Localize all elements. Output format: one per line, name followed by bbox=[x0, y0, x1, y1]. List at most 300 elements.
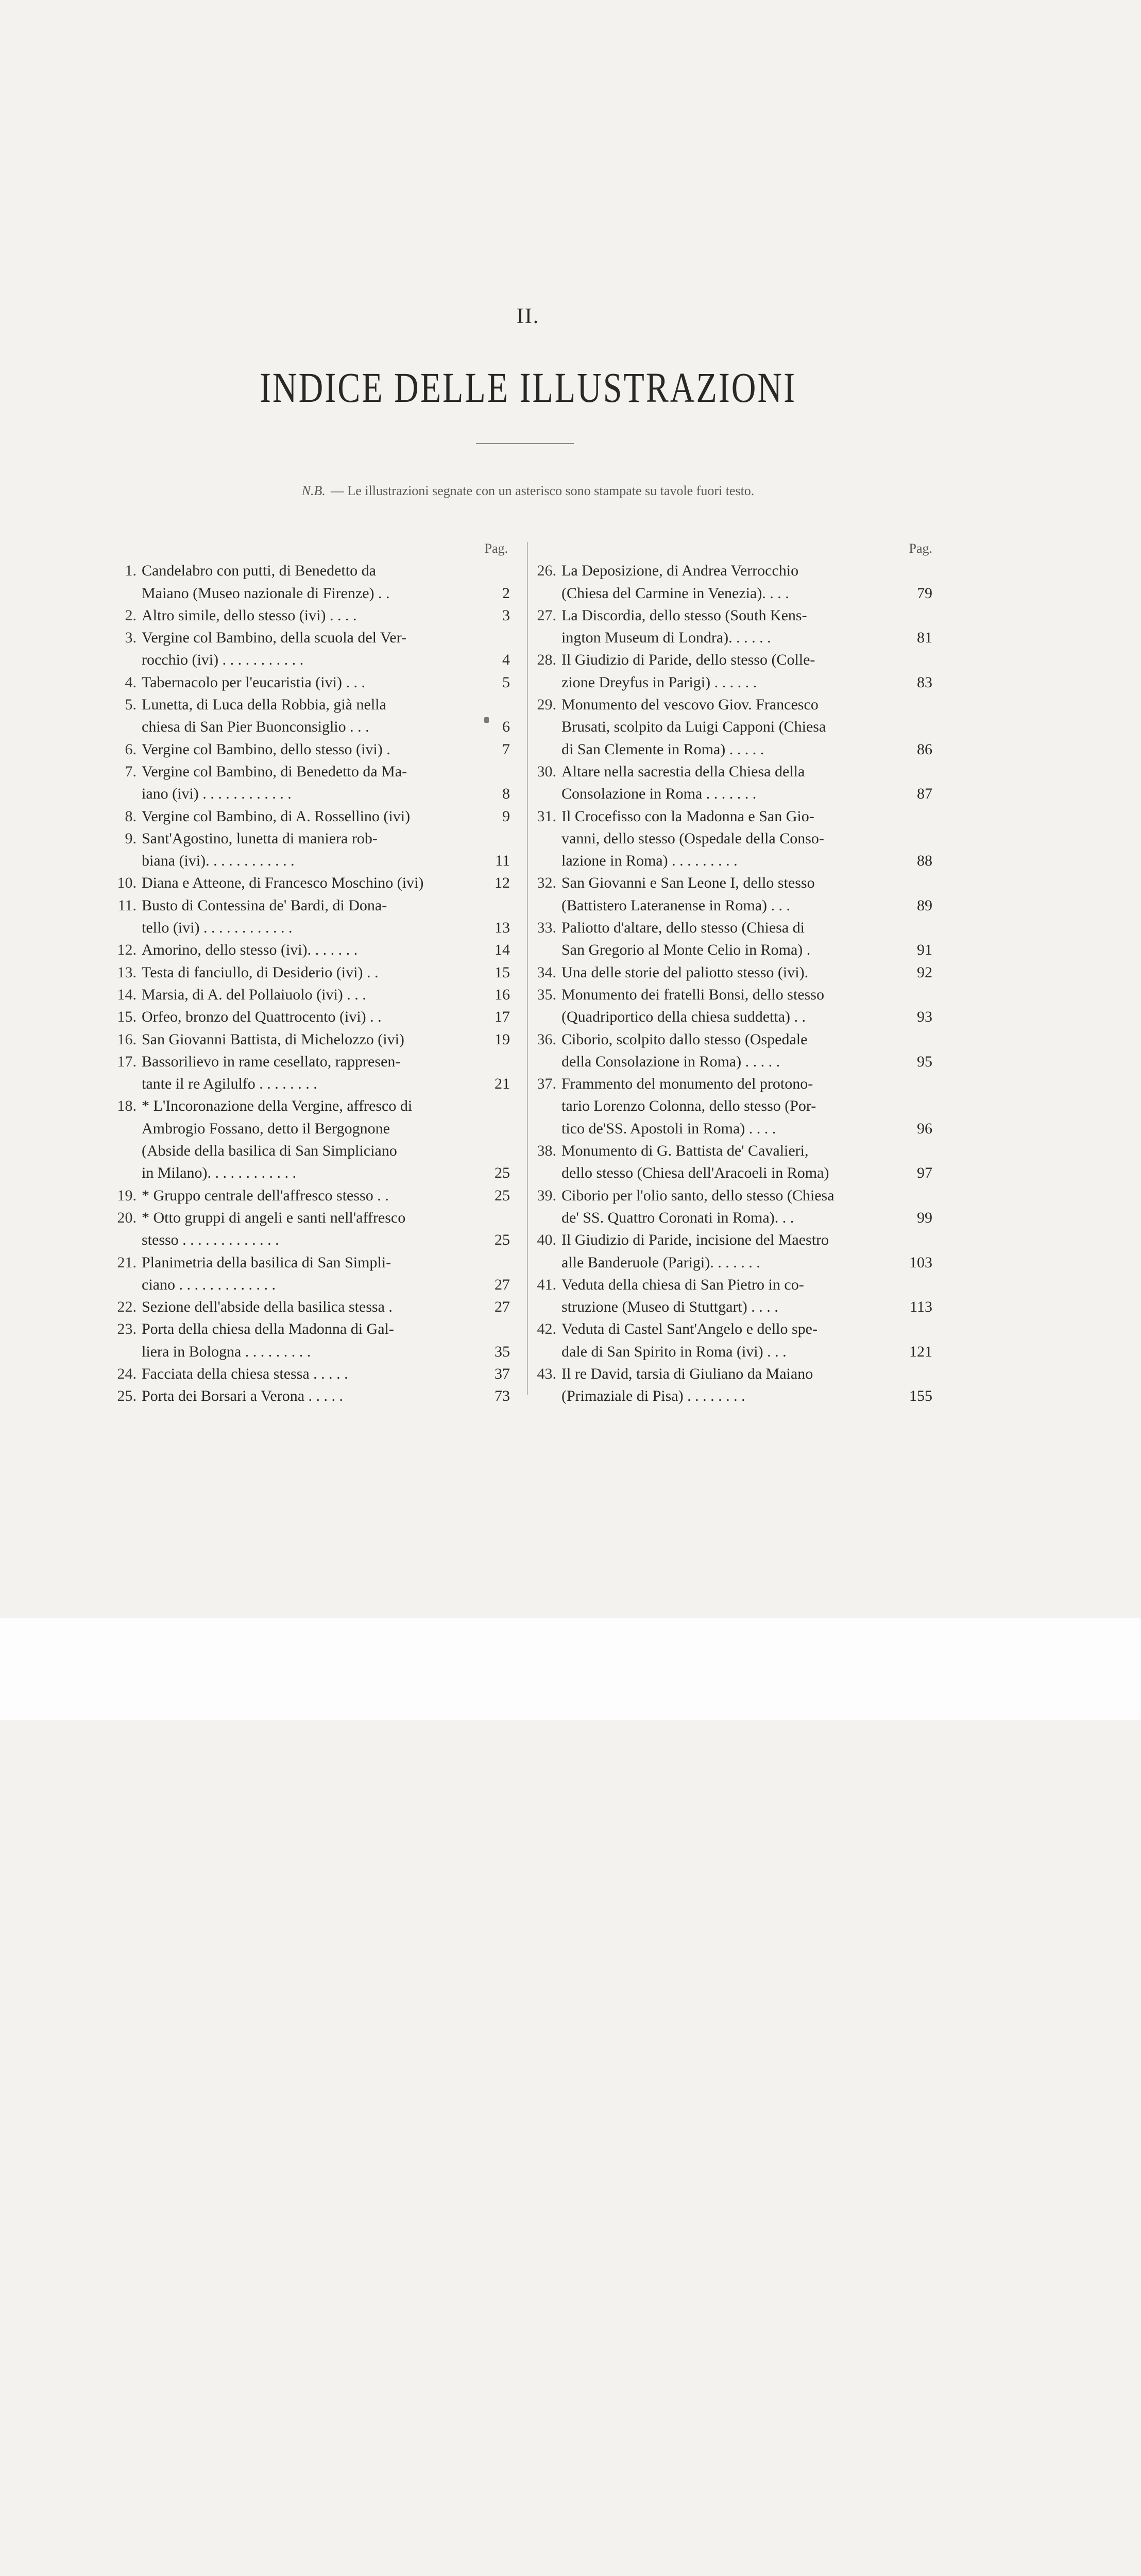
entry-text: Paliotto d'altare, dello stesso (Chiesa di bbox=[561, 919, 805, 937]
entry-page bbox=[471, 760, 510, 783]
entry-page bbox=[471, 827, 510, 850]
entry-page: 16 bbox=[495, 986, 510, 1003]
index-entry-line bbox=[536, 604, 932, 626]
entry-number bbox=[116, 1274, 142, 1296]
entry-number bbox=[116, 1073, 142, 1095]
index-entry-line bbox=[536, 1341, 932, 1363]
entry-text: ciano . . . . . . . . . . . . . bbox=[142, 1276, 276, 1293]
title-divider bbox=[476, 443, 574, 444]
entry-number bbox=[116, 1341, 142, 1363]
entry-text: Ambrogio Fossano, detto il Bergognone bbox=[142, 1120, 390, 1137]
entry-text: Vergine col Bambino, dello stesso (ivi) . bbox=[142, 740, 390, 758]
entry-number: 42. bbox=[537, 1320, 556, 1338]
entry-page: 17 bbox=[495, 1008, 510, 1026]
entry-number: 3. bbox=[125, 629, 137, 647]
entry-page bbox=[890, 1073, 932, 1095]
index-entry-line bbox=[536, 671, 932, 693]
entry-page: 37 bbox=[495, 1365, 510, 1382]
entry-text: della Consolazione in Roma) . . . . . bbox=[561, 1053, 780, 1070]
entry-page bbox=[890, 716, 932, 738]
entry-page: 8 bbox=[502, 785, 510, 803]
entry-number: 17. bbox=[117, 1053, 137, 1070]
index-entry-line bbox=[116, 1140, 510, 1162]
entry-text: San Giovanni Battista, di Michelozzo (ivi) bbox=[142, 1030, 404, 1048]
entry-page: 25 bbox=[495, 1164, 510, 1182]
index-entry-line bbox=[536, 1140, 932, 1162]
entry-page: 12 bbox=[495, 874, 510, 892]
entry-text: rocchio (ivi) . . . . . . . . . . . bbox=[142, 651, 304, 669]
entry-text: Il Crocefisso con la Madonna e San Gio- bbox=[561, 807, 814, 825]
entry-text: Altare nella sacrestia della Chiesa della bbox=[561, 762, 805, 780]
entry-text: iano (ivi) . . . . . . . . . . . . bbox=[142, 785, 292, 803]
entry-number bbox=[116, 1117, 142, 1140]
entry-number: 34. bbox=[537, 963, 556, 981]
entry-text: Ciborio, scolpito dallo stesso (Ospedale bbox=[561, 1030, 808, 1048]
index-entry-line bbox=[116, 872, 510, 894]
entry-text: Planimetria della basilica di San Simpli- bbox=[142, 1253, 391, 1271]
entry-number bbox=[536, 1341, 561, 1363]
entry-number: 2. bbox=[125, 606, 137, 624]
entry-number: 24. bbox=[117, 1365, 137, 1382]
index-entry-line bbox=[536, 1385, 932, 1407]
index-entry-line bbox=[536, 917, 932, 939]
entry-text: Vergine col Bambino, della scuola del Ver- bbox=[142, 629, 406, 647]
pag-label: Pag. bbox=[484, 541, 508, 556]
index-entry-line bbox=[116, 850, 510, 872]
index-entry-line bbox=[536, 716, 932, 738]
index-entry-line bbox=[116, 1006, 510, 1028]
entry-number bbox=[116, 917, 142, 939]
entry-text: alle Banderuole (Parigi). . . . . . . bbox=[561, 1253, 760, 1271]
entry-page: 3 bbox=[502, 606, 510, 624]
index-entry-line bbox=[116, 1095, 510, 1117]
entry-page: 14 bbox=[495, 941, 510, 959]
entry-text: La Deposizione, di Andrea Verrocchio bbox=[561, 562, 799, 580]
entry-text: Ciborio per l'olio santo, dello stesso (Chiesa bbox=[561, 1187, 835, 1204]
entry-number: 40. bbox=[537, 1231, 556, 1249]
entry-number bbox=[536, 1006, 561, 1028]
index-entry-line bbox=[116, 1117, 510, 1140]
index-entry-line bbox=[536, 984, 932, 1006]
entry-page bbox=[890, 1140, 932, 1162]
entry-text: Brusati, scolpito da Luigi Capponi (Chiesa bbox=[561, 718, 826, 736]
entry-page bbox=[471, 1117, 510, 1140]
entry-text: tario Lorenzo Colonna, dello stesso (Por- bbox=[561, 1097, 816, 1115]
entry-number: 29. bbox=[537, 696, 556, 714]
entry-text: Marsia, di A. del Pollaiuolo (ivi) . . . bbox=[142, 986, 366, 1003]
page-mark bbox=[484, 717, 489, 723]
entry-text: (Chiesa del Carmine in Venezia). . . . bbox=[561, 584, 789, 602]
index-entry-line bbox=[536, 1229, 932, 1251]
index-entry-line bbox=[116, 827, 510, 850]
entry-page: 19 bbox=[495, 1030, 510, 1048]
entry-number: 16. bbox=[117, 1030, 137, 1048]
index-entry-line bbox=[116, 1296, 510, 1318]
entry-number bbox=[536, 1095, 561, 1117]
entry-text: Consolazione in Roma . . . . . . . bbox=[561, 785, 757, 803]
index-entry-line bbox=[536, 1251, 932, 1274]
entry-text: biana (ivi). . . . . . . . . . . . bbox=[142, 852, 295, 870]
entry-page bbox=[471, 693, 510, 716]
entry-text: Amorino, dello stesso (ivi). . . . . . . bbox=[142, 941, 358, 959]
index-entry-line bbox=[536, 1184, 932, 1207]
entry-number bbox=[536, 783, 561, 805]
index-entry-line bbox=[536, 1028, 932, 1050]
entry-page: 11 bbox=[495, 852, 510, 870]
entry-number: 26. bbox=[537, 562, 556, 580]
index-entry-line bbox=[536, 693, 932, 716]
entry-text: (Battistero Lateranense in Roma) . . . bbox=[561, 896, 791, 914]
entry-number: 21. bbox=[117, 1253, 137, 1271]
entry-text: di San Clemente in Roma) . . . . . bbox=[561, 740, 764, 758]
entry-number: 32. bbox=[537, 874, 556, 892]
entry-number bbox=[536, 738, 561, 760]
entry-text: (Quadriportico della chiesa suddetta) . . bbox=[561, 1008, 806, 1026]
note-prefix: N.B. bbox=[301, 483, 326, 498]
entry-number: 33. bbox=[537, 919, 556, 937]
section-numeral: II. bbox=[516, 304, 540, 328]
entry-number bbox=[536, 1162, 561, 1184]
entry-text: Maiano (Museo nazionale di Firenze) . . bbox=[142, 584, 390, 602]
entry-page bbox=[471, 1050, 510, 1073]
entry-number bbox=[536, 1251, 561, 1274]
entry-number: 35. bbox=[537, 986, 556, 1003]
entry-number: 36. bbox=[537, 1030, 556, 1048]
index-entry-line bbox=[536, 560, 932, 582]
entry-text: Altro simile, dello stesso (ivi) . . . . bbox=[142, 606, 357, 624]
index-entry-line bbox=[536, 805, 932, 827]
entry-number bbox=[116, 1140, 142, 1162]
entry-page: 99 bbox=[917, 1209, 932, 1226]
entry-text: Veduta di Castel Sant'Angelo e dello spe- bbox=[561, 1320, 818, 1338]
entry-number: 10. bbox=[117, 874, 137, 892]
entry-page: 87 bbox=[917, 785, 932, 803]
index-entry-line bbox=[116, 693, 510, 716]
entry-number bbox=[536, 1117, 561, 1140]
entry-number: 31. bbox=[537, 807, 556, 825]
index-entry-line bbox=[116, 1207, 510, 1229]
entry-number: 12. bbox=[117, 941, 137, 959]
entry-number bbox=[536, 1207, 561, 1229]
entry-text: Sant'Agostino, lunetta di maniera rob- bbox=[142, 829, 378, 847]
entry-text: Porta della chiesa della Madonna di Gal- bbox=[142, 1320, 394, 1338]
entry-text: Candelabro con putti, di Benedetto da bbox=[142, 562, 376, 580]
entry-text: ington Museum di Londra). . . . . . bbox=[561, 629, 771, 647]
entry-page bbox=[890, 805, 932, 827]
entry-text: Frammento del monumento del protono- bbox=[561, 1075, 813, 1093]
column-divider bbox=[527, 542, 528, 1395]
index-column-right bbox=[536, 537, 932, 1408]
entry-text: struzione (Museo di Stuttgart) . . . . bbox=[561, 1298, 778, 1316]
entry-number: 13. bbox=[117, 963, 137, 981]
index-entry-line bbox=[116, 1028, 510, 1050]
entry-page bbox=[890, 604, 932, 626]
index-entry-line bbox=[116, 1318, 510, 1340]
entry-number: 39. bbox=[537, 1187, 556, 1204]
entry-number: 37. bbox=[537, 1075, 556, 1093]
entry-text: Lunetta, di Luca della Robbia, già nella bbox=[142, 696, 386, 714]
index-entry-line bbox=[536, 760, 932, 783]
entry-text: Bassorilievo in rame cesellato, rappresen- bbox=[142, 1053, 401, 1070]
entry-text: Diana e Atteone, di Francesco Moschino (ivi) bbox=[142, 874, 424, 892]
entry-text: tello (ivi) . . . . . . . . . . . . bbox=[142, 919, 293, 937]
entry-text: Testa di fanciullo, di Desiderio (ivi) . . bbox=[142, 963, 379, 981]
entry-text: Vergine col Bambino, di A. Rossellino (ivi) bbox=[142, 807, 411, 825]
entry-number bbox=[116, 850, 142, 872]
index-entry-line bbox=[116, 1162, 510, 1184]
entry-number bbox=[536, 850, 561, 872]
entry-text: (Abside della basilica di San Simpliciano bbox=[142, 1142, 397, 1160]
entry-page bbox=[471, 1140, 510, 1162]
entry-page bbox=[890, 760, 932, 783]
index-entry-line bbox=[116, 1341, 510, 1363]
entry-text: de' SS. Quattro Coronati in Roma). . . bbox=[561, 1209, 794, 1226]
entry-page: 7 bbox=[502, 740, 510, 758]
index-entry-line bbox=[116, 1251, 510, 1274]
note-text: — Le illustrazioni segnate con un asterisco sono stampate su tavole fuori testo. bbox=[330, 483, 755, 498]
entry-number: 38. bbox=[537, 1142, 556, 1160]
entry-page: 13 bbox=[495, 919, 510, 937]
entry-number bbox=[116, 582, 142, 604]
index-entry-line bbox=[116, 894, 510, 917]
index-entry-line bbox=[536, 1073, 932, 1095]
index-entry-line bbox=[536, 872, 932, 894]
index-entry-line bbox=[536, 1050, 932, 1073]
entry-number: 8. bbox=[125, 807, 137, 825]
entry-text: lazione in Roma) . . . . . . . . . bbox=[561, 852, 738, 870]
index-entry-line bbox=[116, 738, 510, 760]
index-entry-line bbox=[536, 850, 932, 872]
entry-page bbox=[890, 693, 932, 716]
entry-page: 92 bbox=[917, 963, 932, 981]
entry-text: vanni, dello stesso (Ospedale della Conso- bbox=[561, 829, 824, 847]
entry-number: 15. bbox=[117, 1008, 137, 1026]
entry-page bbox=[890, 1095, 932, 1117]
index-entry-line bbox=[536, 939, 932, 961]
entry-number bbox=[536, 827, 561, 850]
entry-number: 5. bbox=[125, 696, 137, 714]
entry-number: 28. bbox=[537, 651, 556, 669]
entry-text: Il re David, tarsia di Giuliano da Maiano bbox=[561, 1365, 813, 1382]
entry-page: 89 bbox=[917, 896, 932, 914]
index-entry-line bbox=[536, 1274, 932, 1296]
footer-bar bbox=[0, 1618, 1141, 1720]
index-list bbox=[536, 560, 932, 1407]
entry-text: Monumento del vescovo Giov. Francesco bbox=[561, 696, 819, 714]
entry-page: 113 bbox=[910, 1298, 932, 1316]
entry-page bbox=[471, 1251, 510, 1274]
entry-page bbox=[471, 1207, 510, 1229]
entry-page: 97 bbox=[917, 1164, 932, 1182]
entry-text: Facciata della chiesa stessa . . . . . bbox=[142, 1365, 348, 1382]
entry-number bbox=[536, 1385, 561, 1407]
entry-number bbox=[536, 894, 561, 917]
entry-number bbox=[116, 1162, 142, 1184]
index-entry-line bbox=[536, 1207, 932, 1229]
index-entry-line bbox=[536, 961, 932, 984]
entry-page bbox=[890, 827, 932, 850]
entry-number bbox=[536, 1296, 561, 1318]
entry-text: Sezione dell'abside della basilica stessa . bbox=[142, 1298, 393, 1316]
index-entry-line bbox=[536, 1296, 932, 1318]
index-entry-line bbox=[536, 1117, 932, 1140]
entry-page: 83 bbox=[917, 673, 932, 691]
index-entry-line bbox=[116, 961, 510, 984]
entry-number: 25. bbox=[117, 1387, 137, 1405]
index-entry-line bbox=[116, 939, 510, 961]
entry-text: La Discordia, dello stesso (South Kens- bbox=[561, 606, 807, 624]
index-entry-line bbox=[536, 1318, 932, 1340]
entry-text: Vergine col Bambino, di Benedetto da Ma- bbox=[142, 762, 407, 780]
entry-page: 121 bbox=[909, 1343, 932, 1360]
entry-page: 88 bbox=[917, 852, 932, 870]
entry-page: 93 bbox=[917, 1008, 932, 1026]
index-entry-line bbox=[536, 626, 932, 649]
entry-text: in Milano). . . . . . . . . . . . bbox=[142, 1164, 296, 1182]
entry-number: 43. bbox=[537, 1365, 556, 1382]
index-entry-line bbox=[536, 894, 932, 917]
entry-number: 30. bbox=[537, 762, 556, 780]
index-entry-line bbox=[536, 1006, 932, 1028]
entry-number: 6. bbox=[125, 740, 137, 758]
entry-text: Veduta della chiesa di San Pietro in co- bbox=[561, 1276, 804, 1293]
note bbox=[0, 483, 1056, 499]
index-entry-line bbox=[116, 1229, 510, 1251]
entry-number: 14. bbox=[117, 986, 137, 1003]
index-entry-line bbox=[536, 1095, 932, 1117]
entry-number bbox=[116, 783, 142, 805]
entry-page bbox=[890, 1363, 932, 1385]
entry-page: 27 bbox=[495, 1298, 510, 1316]
entry-page bbox=[890, 917, 932, 939]
entry-page bbox=[471, 560, 510, 582]
entry-text: tante il re Agilulfo . . . . . . . . bbox=[142, 1075, 317, 1093]
index-list bbox=[116, 560, 510, 1407]
entry-number bbox=[536, 582, 561, 604]
entry-page bbox=[890, 984, 932, 1006]
entry-text: dello stesso (Chiesa dell'Aracoeli in Roma) bbox=[561, 1164, 829, 1182]
index-entry-line bbox=[536, 783, 932, 805]
entry-text: dale di San Spirito in Roma (ivi) . . . bbox=[561, 1343, 787, 1360]
entry-page bbox=[890, 1318, 932, 1340]
index-entry-line bbox=[116, 1385, 510, 1407]
index-entry-line bbox=[536, 827, 932, 850]
entry-page: 95 bbox=[917, 1053, 932, 1070]
index-entry-line bbox=[116, 760, 510, 783]
entry-page: 5 bbox=[502, 673, 510, 691]
entry-page: 91 bbox=[917, 941, 932, 959]
index-entry-line bbox=[536, 649, 932, 671]
entry-page: 6 bbox=[502, 718, 510, 736]
entry-page: 15 bbox=[495, 963, 510, 981]
entry-number bbox=[116, 716, 142, 738]
entry-text: San Giovanni e San Leone I, dello stesso bbox=[561, 874, 815, 892]
entry-number bbox=[536, 671, 561, 693]
index-entry-line bbox=[536, 1162, 932, 1184]
entry-page bbox=[890, 872, 932, 894]
entry-text: tico de'SS. Apostoli in Roma) . . . . bbox=[561, 1120, 776, 1137]
entry-text: Tabernacolo per l'eucaristia (ivi) . . . bbox=[142, 673, 365, 691]
entry-number: 20. bbox=[117, 1209, 137, 1226]
entry-number bbox=[116, 1229, 142, 1251]
index-entry-line bbox=[116, 716, 510, 738]
entry-text: liera in Bologna . . . . . . . . . bbox=[142, 1343, 311, 1360]
entry-text: Una delle storie del paliotto stesso (ivi). bbox=[561, 963, 809, 981]
entry-page bbox=[471, 626, 510, 649]
index-entry-line bbox=[116, 1050, 510, 1073]
entry-page bbox=[890, 1229, 932, 1251]
index-entry-line bbox=[116, 560, 510, 582]
entry-page: 27 bbox=[495, 1276, 510, 1293]
entry-text: San Gregorio al Monte Celio in Roma) . bbox=[561, 941, 811, 959]
entry-number: 41. bbox=[537, 1276, 556, 1293]
entry-page: 103 bbox=[909, 1253, 932, 1271]
index-entry-line bbox=[116, 604, 510, 626]
index-entry-line bbox=[116, 1363, 510, 1385]
entry-number: 27. bbox=[537, 606, 556, 624]
entry-text: zione Dreyfus in Parigi) . . . . . . bbox=[561, 673, 757, 691]
entry-number: 11. bbox=[117, 896, 137, 914]
entry-number bbox=[536, 626, 561, 649]
index-column-left bbox=[116, 537, 510, 1408]
entry-number: 1. bbox=[125, 562, 137, 580]
entry-number bbox=[536, 716, 561, 738]
entry-page: 2 bbox=[502, 584, 510, 602]
entry-page bbox=[471, 1318, 510, 1340]
entry-number: 9. bbox=[125, 829, 137, 847]
entry-number: 4. bbox=[125, 673, 137, 691]
entry-page: 35 bbox=[495, 1343, 510, 1360]
entry-page bbox=[890, 560, 932, 582]
entry-text: Il Giudizio di Paride, incisione del Maestro bbox=[561, 1231, 829, 1249]
index-entry-line bbox=[536, 582, 932, 604]
entry-text: Monumento di G. Battista de' Cavalieri, bbox=[561, 1142, 809, 1160]
index-entry-line bbox=[536, 1363, 932, 1385]
index-entry-line bbox=[116, 1184, 510, 1207]
entry-text: Porta dei Borsari a Verona . . . . . bbox=[142, 1387, 344, 1405]
entry-page: 4 bbox=[502, 651, 510, 669]
entry-number bbox=[116, 649, 142, 671]
entry-number: 19. bbox=[117, 1187, 137, 1204]
entry-page: 155 bbox=[909, 1387, 932, 1405]
entry-number bbox=[536, 939, 561, 961]
index-entry-line bbox=[116, 984, 510, 1006]
pag-label: Pag. bbox=[909, 541, 932, 556]
entry-number: 23. bbox=[117, 1320, 137, 1338]
entry-page: 96 bbox=[917, 1120, 932, 1137]
entry-page: 21 bbox=[495, 1075, 510, 1093]
entry-page: 25 bbox=[495, 1187, 510, 1204]
entry-page bbox=[890, 649, 932, 671]
entry-page: 73 bbox=[495, 1387, 510, 1405]
entry-text: * Otto gruppi di angeli e santi nell'affresco bbox=[142, 1209, 406, 1226]
index-entry-line bbox=[116, 917, 510, 939]
index-entry-line bbox=[116, 626, 510, 649]
entry-text: Orfeo, bronzo del Quattrocento (ivi) . . bbox=[142, 1008, 382, 1026]
entry-number: 22. bbox=[117, 1298, 137, 1316]
entry-text: Monumento dei fratelli Bonsi, dello stesso bbox=[561, 986, 824, 1003]
entry-page: 86 bbox=[917, 740, 932, 758]
entry-page bbox=[890, 1274, 932, 1296]
entry-text: * Gruppo centrale dell'affresco stesso . . bbox=[142, 1187, 389, 1204]
entry-page bbox=[471, 894, 510, 917]
entry-page bbox=[890, 1184, 932, 1207]
entry-page: 79 bbox=[917, 584, 932, 602]
entry-text: chiesa di San Pier Buonconsiglio . . . bbox=[142, 718, 369, 736]
entry-text: Il Giudizio di Paride, dello stesso (Colle- bbox=[561, 651, 815, 669]
index-entry-line bbox=[116, 1274, 510, 1296]
index-entry-line bbox=[116, 1073, 510, 1095]
